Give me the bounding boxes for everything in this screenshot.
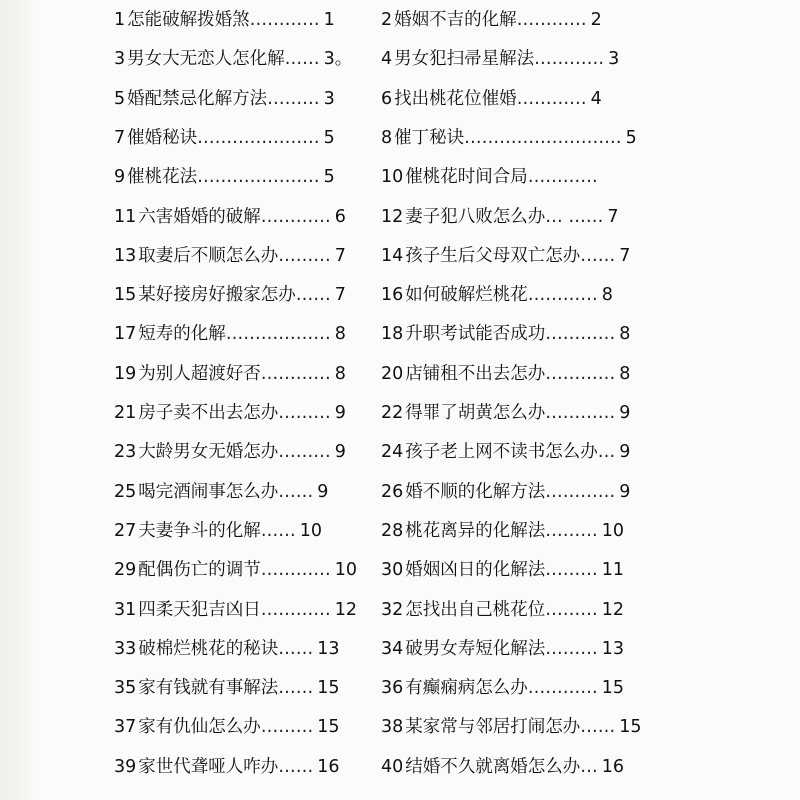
entry-title: 孩子老上网不读书怎么办 [405, 442, 598, 463]
toc-entry [381, 240, 630, 272]
page-number: 16 [317, 756, 340, 777]
entry-number: 14 [381, 245, 404, 266]
toc-entry [381, 711, 642, 743]
entry-title: 家有仇仙怎么办 [138, 717, 261, 738]
entry-title: 桃花离异的化解法 [405, 520, 546, 541]
page-number: 9 [334, 442, 346, 463]
leader-dots: ………… [260, 599, 331, 620]
entry-title: 孩子生后父母双亡怎办 [405, 245, 581, 266]
entry-number: 16 [381, 285, 404, 306]
entry-number: 24 [381, 442, 404, 463]
leader-dots: …… [260, 520, 296, 541]
entry-number: 19 [114, 363, 137, 384]
entry-title: 配偶伤亡的调节 [138, 560, 261, 581]
toc-entry [381, 515, 624, 547]
toc-entry [114, 515, 322, 547]
page-number: 8 [619, 324, 631, 345]
entry-title: 妻子犯八败怎么办 [405, 206, 546, 227]
leader-dots: ……… [545, 560, 598, 581]
toc-entry [114, 476, 328, 508]
entry-title: 找出桃花位催婚 [394, 88, 517, 109]
entry-number: 6 [381, 88, 393, 109]
entry-title: 催丁秘诀 [394, 127, 465, 148]
toc-entry [381, 43, 619, 75]
leader-dots: ………… [545, 403, 616, 423]
page-number: 4 [590, 88, 602, 109]
entry-title: 短寿的化解 [138, 324, 226, 345]
entry-number: 25 [114, 481, 137, 502]
entry-number: 36 [381, 678, 404, 699]
leader-dots: ………… [260, 206, 331, 227]
toc-entry [114, 43, 352, 75]
page-number: 10 [334, 560, 358, 581]
leader-dots: ………… [516, 88, 587, 109]
entry-number: 35 [114, 678, 137, 699]
leader-dots: …… [278, 638, 314, 659]
page-number: 13 [317, 638, 340, 659]
page-number: 10 [601, 520, 625, 541]
toc-entry [381, 554, 624, 586]
entry-number: 13 [114, 245, 137, 266]
leader-dots: …… [580, 245, 616, 266]
page-number: 9 [317, 481, 329, 502]
toc-entry [114, 318, 346, 350]
toc-entry [114, 240, 346, 272]
toc-entry [381, 358, 630, 390]
toc-entry [114, 672, 340, 704]
page-number: 10 [299, 520, 323, 541]
toc-entry [381, 279, 613, 311]
entry-number: 29 [114, 560, 137, 581]
toc-entry [114, 161, 335, 193]
toc-entry [114, 633, 340, 665]
page-number: 7 [607, 206, 619, 227]
entry-number: 22 [381, 403, 404, 423]
toc-entry [114, 4, 335, 36]
leader-dots: ………… [545, 363, 616, 384]
toc-entry [114, 436, 346, 468]
entry-number: 12 [381, 206, 404, 227]
entry-title: 破男女寿短化解法 [405, 638, 546, 659]
toc-entry [381, 397, 630, 429]
entry-title: 得罪了胡黄怎么办 [405, 403, 546, 423]
page-number: 7 [334, 245, 346, 266]
toc-entry [381, 672, 624, 704]
page-number: 9 [334, 403, 346, 423]
entry-title: 某好接房好搬家怎办 [138, 285, 296, 306]
entry-number: 38 [381, 717, 404, 738]
entry-number: 37 [114, 717, 137, 738]
entry-number: 5 [114, 88, 126, 109]
entry-title: 如何破解烂桃花 [405, 285, 528, 306]
entry-title: 六害婚婚的破解 [138, 206, 261, 227]
page-number: 3。 [323, 49, 353, 70]
toc-entry [114, 122, 335, 154]
entry-title: 怎能破解拨婚煞 [127, 10, 250, 30]
toc-entry [381, 318, 630, 350]
page-number: 11 [601, 560, 625, 581]
entry-number: 34 [381, 638, 404, 659]
entry-title: 怎找出自己桃花位 [405, 599, 546, 620]
entry-title: 为别人超渡好否 [138, 363, 261, 384]
leader-dots: …… [284, 49, 320, 70]
entry-title: 男女大无恋人怎化解 [127, 49, 285, 70]
entry-number: 23 [114, 442, 137, 463]
page-number: 9 [619, 442, 631, 463]
page-number: 5 [323, 127, 335, 148]
leader-dots: …… [580, 717, 616, 738]
entry-number: 30 [381, 560, 404, 581]
page-number: 9 [619, 481, 631, 502]
entry-number: 3 [114, 49, 126, 70]
leader-dots: ……… [545, 520, 598, 541]
leader-dots: ………… [545, 481, 616, 502]
entry-title: 某家常与邻居打闹怎办 [405, 717, 581, 738]
page-number: 3 [323, 88, 335, 109]
leader-dots: ………… [516, 10, 587, 30]
leader-dots: ………… [249, 10, 320, 30]
entry-title: 升职考试能否成功 [405, 324, 546, 345]
entry-title: 婚姻不吉的化解 [394, 10, 517, 30]
toc-entry [381, 161, 602, 193]
leader-dots: ………… [260, 363, 331, 384]
entry-number: 18 [381, 324, 404, 345]
page-number: 8 [334, 324, 346, 345]
entry-title: 催桃花法 [127, 167, 198, 188]
entry-number: 7 [114, 127, 126, 148]
toc-entry [381, 201, 619, 233]
toc-entry [381, 594, 624, 626]
entry-number: 27 [114, 520, 137, 541]
entry-number: 4 [381, 49, 393, 70]
entry-title: 店铺租不出去怎办 [405, 363, 546, 384]
toc-entry [114, 594, 357, 626]
scan-edge-shadow [0, 0, 40, 800]
toc-entry [381, 751, 624, 783]
entry-number: 10 [381, 167, 404, 188]
page-number: 13 [601, 638, 625, 659]
page-number: 16 [601, 756, 625, 777]
page-number: 6 [334, 206, 346, 227]
page-number: 12 [334, 599, 358, 620]
entry-title: 婚不顺的化解方法 [405, 481, 546, 502]
page-number: 15 [317, 678, 340, 699]
toc-entry [114, 279, 346, 311]
leader-dots: ……… [545, 638, 598, 659]
page-number: 8 [601, 285, 613, 306]
leader-dots: ……… [260, 717, 314, 738]
toc-entry [114, 358, 346, 390]
entry-number: 9 [114, 167, 126, 188]
entry-title: 男女犯扫帚星解法 [394, 49, 535, 70]
leader-dots: ………………… [197, 167, 320, 188]
toc-entry [381, 4, 602, 36]
page-number: 12 [601, 599, 625, 620]
entry-title: 破棉烂桃花的秘诀 [138, 638, 279, 659]
toc-entry [114, 711, 340, 743]
leader-dots: ………………… [197, 127, 320, 148]
entry-number: 40 [381, 756, 404, 777]
entry-title: 催婚秘诀 [127, 127, 198, 148]
toc-entry [114, 751, 340, 783]
entry-title: 四柔天犯吉凶日 [138, 599, 261, 620]
entry-number: 21 [114, 403, 137, 423]
entry-number: 20 [381, 363, 404, 384]
entry-number: 33 [114, 638, 137, 659]
entry-number: 39 [114, 756, 137, 777]
leader-dots: … [597, 442, 616, 463]
page-number: 2 [590, 10, 602, 30]
entry-number: 1 [114, 10, 126, 30]
entry-title: 婚配禁忌化解方法 [127, 88, 268, 109]
entry-title: 夫妻争斗的化解 [138, 520, 261, 541]
toc-entry [381, 83, 602, 115]
leader-dots: ………… [527, 285, 598, 306]
entry-title: 催桃花时间合局 [405, 167, 528, 188]
entry-number: 28 [381, 520, 404, 541]
leader-dots: ……………………… [464, 127, 622, 148]
leader-dots: ………… [534, 49, 605, 70]
entry-title: 家世代聋哑人咋办 [138, 756, 279, 777]
entry-number: 2 [381, 10, 393, 30]
page-number: 15 [619, 717, 642, 738]
leader-dots: ………… [260, 560, 331, 581]
entry-number: 31 [114, 599, 137, 620]
entry-title: 有癫痫病怎么办 [405, 678, 528, 699]
entry-number: 17 [114, 324, 137, 345]
entry-title: 大龄男女无婚怎办 [138, 442, 279, 463]
entry-title: 婚姻凶日的化解法 [405, 560, 546, 581]
entry-number: 26 [381, 481, 404, 502]
toc-entry [381, 476, 630, 508]
entry-number: 15 [114, 285, 137, 306]
entry-number: 11 [114, 206, 137, 227]
leader-dots: …… [278, 756, 314, 777]
toc-entry [114, 397, 346, 429]
page-number: 8 [334, 363, 346, 384]
toc-entry [381, 633, 624, 665]
leader-dots: ………… [545, 324, 616, 345]
leader-dots: …… [278, 678, 314, 699]
entry-title: 喝完酒闹事怎么办 [138, 481, 279, 502]
page-number: 8 [619, 363, 631, 384]
leader-dots: ……… [545, 599, 598, 620]
entry-title: 房子卖不出去怎办 [138, 403, 279, 423]
toc-entry [381, 436, 630, 468]
leader-dots: …… [278, 481, 314, 502]
entry-number: 8 [381, 127, 393, 148]
leader-dots: ………… [527, 678, 598, 699]
leader-dots: …… [295, 285, 331, 306]
leader-dots: ……………… [225, 324, 331, 345]
entry-title: 家有钱就有事解法 [138, 678, 279, 699]
toc-entry [114, 83, 335, 115]
entry-title: 取妻后不顺怎么办 [138, 245, 279, 266]
leader-dots: ……… [278, 442, 331, 463]
page-number: 7 [619, 245, 631, 266]
leader-dots: ……… [278, 403, 331, 423]
page-number: 1 [323, 10, 335, 30]
leader-dots: ……… [278, 245, 331, 266]
page-number: 3 [608, 49, 620, 70]
toc-entry [114, 554, 357, 586]
leader-dots: ………… [527, 167, 598, 188]
entry-title: 结婚不久就离婚怎么办 [405, 756, 581, 777]
page-number: 5 [323, 167, 335, 188]
page-number: 9 [619, 403, 631, 423]
leader-dots: … [580, 756, 598, 777]
page-number: 15 [601, 678, 625, 699]
page-number: 7 [334, 285, 346, 306]
page-number: 15 [317, 717, 340, 738]
leader-dots: ……… [267, 88, 320, 109]
page-number: 5 [625, 127, 637, 148]
toc-entry [114, 201, 346, 233]
toc-entry [381, 122, 637, 154]
leader-dots: … …… [545, 206, 604, 227]
entry-number: 32 [381, 599, 404, 620]
